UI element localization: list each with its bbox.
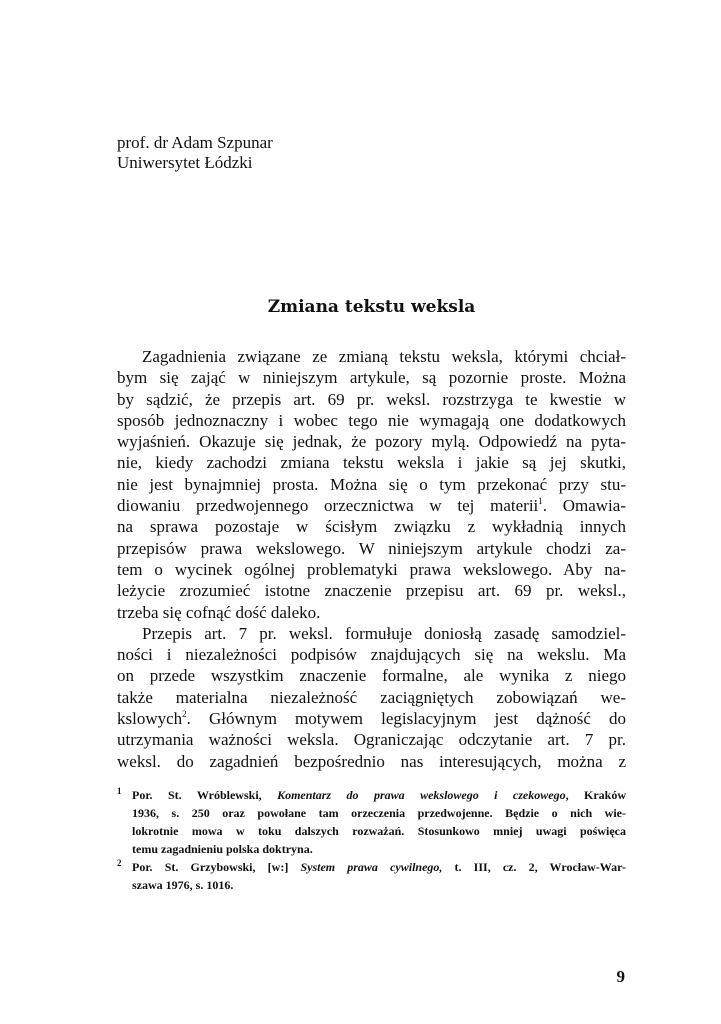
text-line: Przepis art. 7 pr. weksl. formułuje doniosłą zasadę samodziel-	[142, 623, 626, 643]
footnote-line: lokrotnie mowa w toku dalszych rozważań. Stosunkowo mniej uwagi poświęca	[132, 824, 626, 838]
text-line	[117, 495, 626, 516]
text-segment: diowaniu przedwojennego orzecznictwa w tej materii	[117, 496, 539, 516]
text-line: Zagadnienia związane ze zmianą tekstu weksla, którymi chciał-	[142, 347, 626, 366]
footnote-line: szawa 1976, s. 1016.	[132, 878, 234, 892]
text-segment: Por. St. Grzybowski, [w:]	[132, 860, 301, 874]
text-line	[117, 708, 626, 729]
paragraph	[117, 346, 626, 623]
article-title: Zmiana tekstu weksla	[267, 297, 476, 317]
footnote-line: 1936, s. 250 oraz powołane tam orzeczenia przedwojenne. Będzie o nich wie-	[132, 806, 626, 820]
text-line: tem o wycinek ogólnej problematyki prawa wekslowego. Aby na-	[117, 559, 626, 579]
text-line: on przede wszystkim znaczenie formalne, ale wynika z niego	[117, 666, 626, 686]
author-name: prof. dr Adam Szpunar	[117, 133, 273, 152]
footnotes	[117, 786, 626, 894]
text-segment: t. III, cz. 2, Wrocław-War-	[442, 860, 626, 874]
paragraph	[117, 623, 626, 772]
footnote-mark: 2	[117, 858, 122, 868]
footnote-line: temu zagadnieniu polska doktryna.	[132, 842, 313, 856]
book-title: Komentarz do prawa wekslowego i czekowego	[277, 788, 566, 802]
footnote-2	[117, 858, 626, 894]
text-segment: Por. St. Wróblewski,	[132, 788, 278, 802]
text-line: wyjaśnień. Okazuje się jednak, że pozory mylą. Odpowiedź na pyta-	[117, 432, 626, 452]
author-affiliation: Uniwersytet Łódzki	[117, 153, 253, 172]
article-body	[117, 346, 626, 772]
text-segment: , Kraków	[565, 788, 627, 802]
text-line: przepisów prawa wekslowego. W niniejszym artykule chodzi za-	[117, 538, 626, 558]
text-line: trzeba się cofnąć dość daleko.	[117, 602, 321, 622]
text-line: weksl. do zagadnień bezpośrednio nas interesujących, można z	[117, 751, 626, 771]
text-segment: . Głównym motywem legislacyjnym jest dążność do	[186, 709, 626, 729]
author-block	[117, 133, 273, 173]
footnote-line	[117, 786, 626, 804]
text-line: nie jest bynajmniej prosta. Można się o tym przekonać przy stu-	[117, 474, 626, 494]
footnote-line	[117, 858, 626, 876]
book-title: System prawa cywilnego,	[300, 860, 443, 874]
text-segment: kslowych	[117, 709, 183, 729]
text-line: nie, kiedy zachodzi zmiana tekstu weksla i jakie są jej skutki,	[117, 453, 626, 473]
text-line: na sprawa pozostaje w ścisłym związku z wykładnią innych	[117, 517, 626, 537]
text-line: leżycie zrozumieć istotne znaczenie przepisu art. 69 pr. weksl.,	[117, 581, 626, 601]
text-line: bym się zająć w niniejszym artykule, są pozornie proste. Można	[117, 368, 626, 388]
page-number: 9	[616, 967, 625, 986]
text-segment: . Omawia-	[542, 496, 626, 516]
text-line: także materialna niezależność zaciągniętych zobowiązań we-	[117, 687, 626, 707]
footnote-1	[117, 786, 626, 858]
footnote-ref-1[interactable]: 1	[538, 496, 543, 507]
footnote-mark: 1	[117, 786, 122, 796]
text-line: by sądzić, że przepis art. 69 pr. weksl. rozstrzyga te kwestie w	[117, 389, 626, 409]
text-line: sposób jednoznaczny i wobec tego nie wymagają one dodatkowych	[117, 410, 626, 430]
text-line: ności i niezależności podpisów znajdujących się na wekslu. Ma	[117, 645, 626, 665]
text-line: utrzymania ważności weksla. Ograniczając odczytanie art. 7 pr.	[117, 730, 626, 750]
footnote-ref-2[interactable]: 2	[182, 709, 187, 720]
